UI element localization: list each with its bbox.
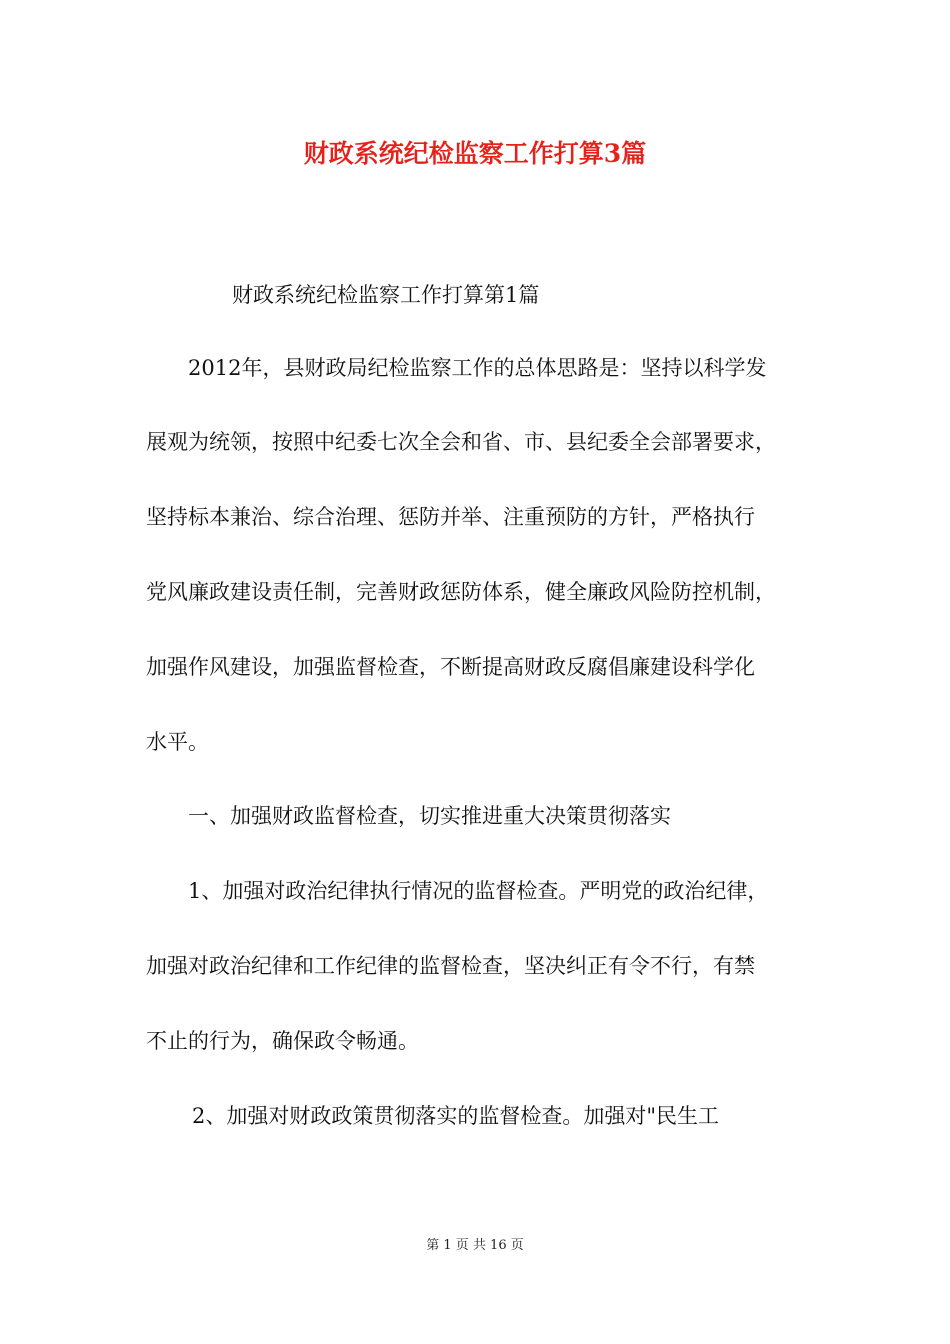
document-title: 财政系统纪检监察工作打算3篇 <box>303 139 647 168</box>
paragraph-line: 水平。 <box>146 730 209 754</box>
section-heading: 财政系统纪检监察工作打算第1篇 <box>232 283 540 307</box>
paragraph-line: 2、加强对财政政策贯彻落实的监督检查。加强对"民生工 <box>192 1104 720 1128</box>
paragraph-line: 加强作风建设，加强监督检查，不断提高财政反腐倡廉建设科学化 <box>146 655 755 679</box>
paragraph-line: 不止的行为，确保政令畅通。 <box>146 1029 419 1053</box>
paragraph-line: 加强对政治纪律和工作纪律的监督检查，坚决纠正有令不行，有禁 <box>146 954 755 978</box>
paragraph-line: 展观为统领，按照中纪委七次全会和省、市、县纪委全会部署要求， <box>146 430 776 454</box>
paragraph-line: 坚持标本兼治、综合治理、惩防并举、注重预防的方针，严格执行 <box>146 505 755 529</box>
paragraph-line: 1、加强对政治纪律执行情况的监督检查。严明党的政治纪律， <box>188 879 769 903</box>
subsection-heading: 一、加强财政监督检查，切实推进重大决策贯彻落实 <box>188 804 671 828</box>
paragraph-line: 2012年，县财政局纪检监察工作的总体思路是：坚持以科学发 <box>188 356 767 380</box>
paragraph-line: 党风廉政建设责任制，完善财政惩防体系，健全廉政风险防控机制， <box>146 580 776 604</box>
page-number: 第 1 页 共 16 页 <box>426 1238 524 1253</box>
